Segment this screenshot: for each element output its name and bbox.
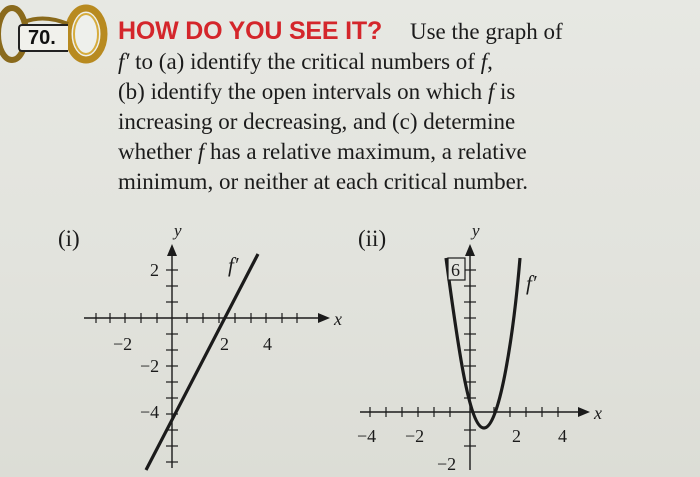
f-symbol: f — [197, 139, 205, 164]
graph-ii-tick-label: −2 — [405, 426, 425, 446]
text-line-6: minimum, or neither at each critical number. — [118, 169, 529, 194]
graph-i — [84, 244, 330, 470]
text-line-4: increasing or decreasing, and (c) determine — [118, 109, 516, 134]
graph-i-y-label: y — [174, 221, 182, 240]
graph-i-tick-label: −4 — [140, 402, 160, 422]
graph-i-tick-label: −2 — [140, 356, 160, 376]
graph-i-tick-label: 2 — [150, 260, 159, 280]
f-symbol: f — [487, 79, 495, 104]
f-prime-symbol: f′ — [118, 49, 130, 74]
exercise-number: 70. — [18, 24, 68, 52]
graph-i-tick-label: 4 — [263, 334, 272, 354]
graph-ii-label: (ii) — [358, 226, 387, 251]
graph-ii-tick-label: 2 — [512, 426, 521, 446]
graph-i-f-prime-curve — [146, 254, 258, 470]
graph-i-label: (i) — [58, 226, 80, 251]
graph-i-tick-label: 2 — [220, 334, 229, 354]
graph-ii-y-arrow — [465, 244, 475, 256]
f-symbol: f — [480, 49, 488, 74]
graph-ii-x-label: x — [594, 403, 602, 423]
graph-ii-f-prime-curve — [446, 258, 520, 428]
graph-ii-tick-label: −2 — [437, 454, 457, 474]
graph-i-x-arrow — [318, 313, 330, 323]
text-line-2-end: , — [487, 49, 493, 74]
text-line-1: Use the graph of — [410, 19, 563, 44]
graph-ii-x-arrow — [578, 407, 590, 417]
graph-ii-curve-label: f′ — [526, 271, 537, 295]
exercise-heading: HOW DO YOU SEE IT? — [118, 17, 383, 45]
graph-i-curve-label: f′ — [228, 253, 239, 277]
graph-ii-tick-label: 4 — [558, 426, 567, 446]
graph-i-x-label: x — [334, 309, 342, 329]
text-line-5-end: has a relative maximum, a relative — [204, 139, 527, 164]
text-line-3-end: is — [494, 79, 516, 104]
text-line-2: to (a) identify the critical numbers of — [129, 49, 481, 74]
text-line-5: whether — [118, 139, 198, 164]
text-line-3: (b) identify the open intervals on which — [118, 79, 488, 104]
graph-i-y-arrow — [167, 244, 177, 256]
graph-ii-y-label: y — [472, 221, 480, 240]
graph-ii-tick-label: 6 — [451, 260, 460, 280]
graph-i-tick-label: −2 — [113, 334, 133, 354]
graph-ii-tick-label: −4 — [357, 426, 377, 446]
graph-ii — [360, 244, 590, 470]
